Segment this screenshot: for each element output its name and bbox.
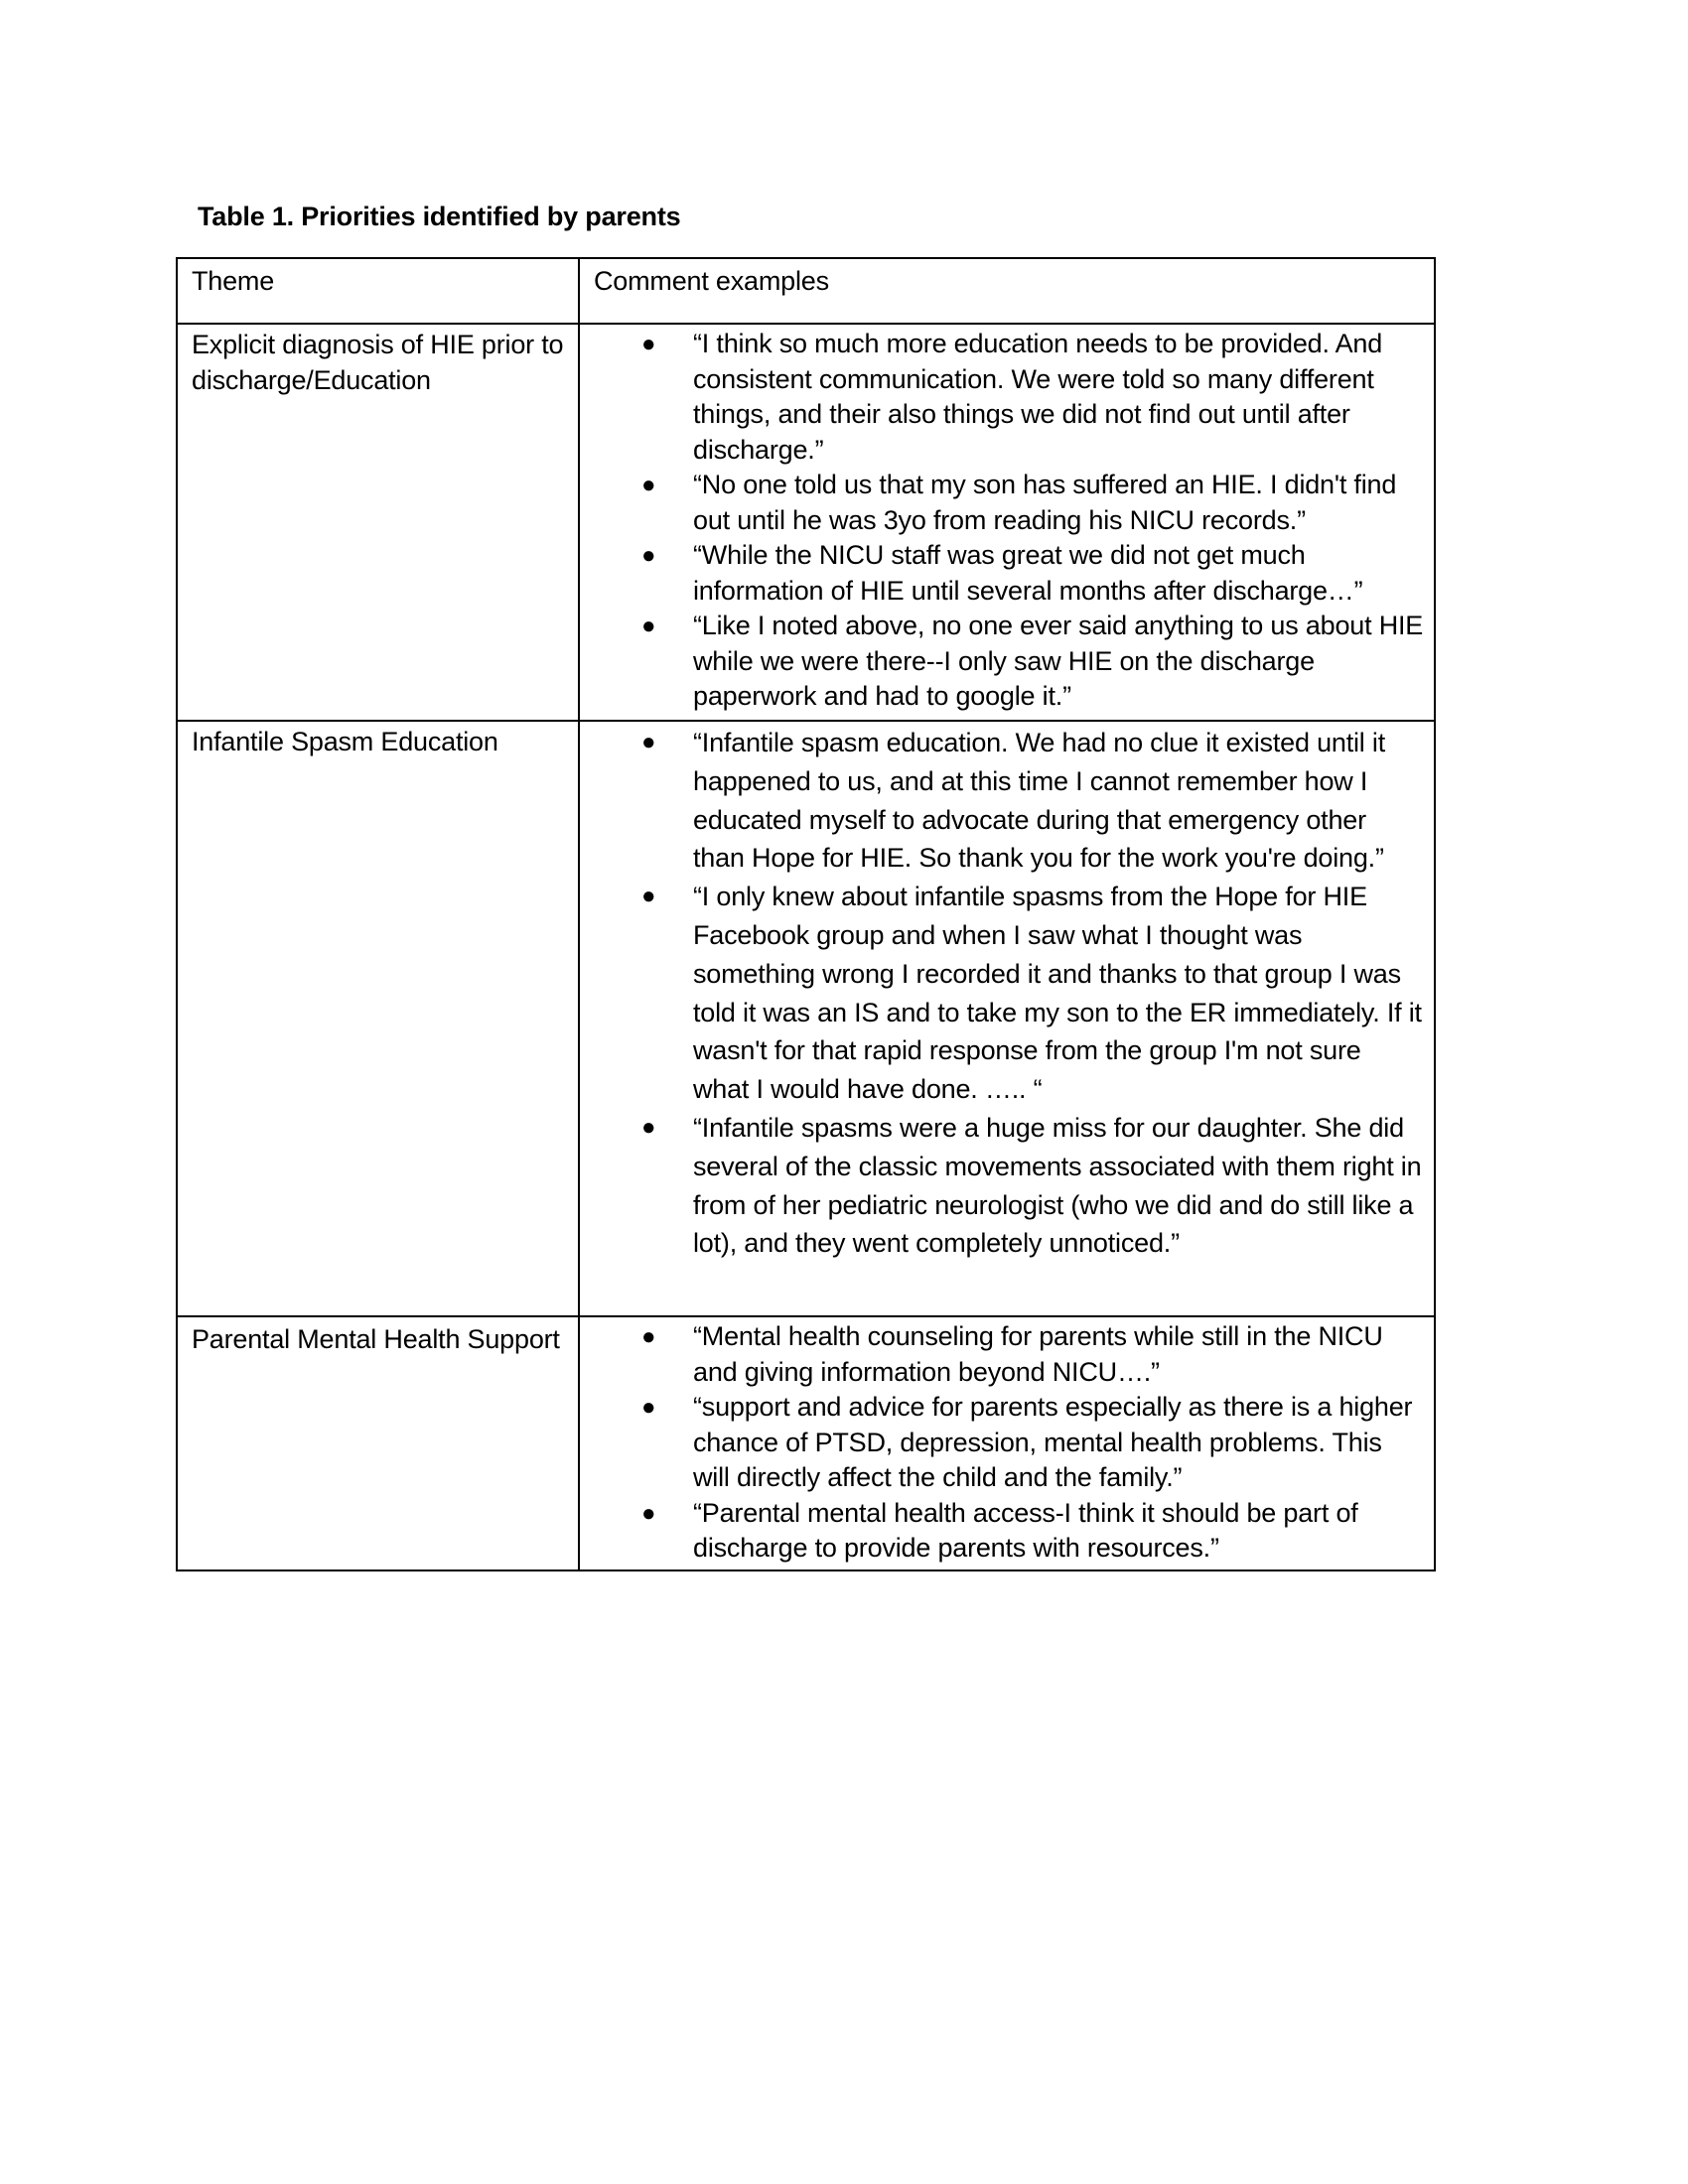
list-item xyxy=(580,468,1424,538)
list-item xyxy=(580,1319,1424,1390)
list-item xyxy=(580,1390,1424,1496)
bullet-icon: ● xyxy=(641,1113,656,1141)
table-caption: Table 1. Priorities identified by parents xyxy=(198,202,681,231)
list-item xyxy=(580,1109,1424,1263)
theme-cell: Parental Mental Health Support xyxy=(177,1316,579,1570)
comment-text: “Infantile spasm education. We had no clue it existed until it happened to us, and at this time I cannot remember how I educated myself to advocate during that emergency other than Hope for HIE. So thank you for the work you're doing.” xyxy=(693,728,1385,874)
bullet-icon: ● xyxy=(641,472,656,498)
theme-column-header: Theme xyxy=(177,258,579,324)
bullet-icon: ● xyxy=(641,542,656,569)
priorities-table xyxy=(176,257,1436,1571)
comment-text: “Mental health counseling for parents while still in the NICU and giving information beyond NICU….” xyxy=(693,1321,1383,1387)
comment-list xyxy=(580,724,1424,1263)
bullet-icon: ● xyxy=(641,331,656,357)
bullet-icon: ● xyxy=(641,883,656,910)
comments-cell xyxy=(579,324,1435,721)
list-item xyxy=(580,1496,1424,1567)
comment-list xyxy=(580,1319,1424,1567)
comment-text: “support and advice for parents especially as there is a higher chance of PTSD, depression, mental health problems. This will directly affect the child and the family.” xyxy=(693,1392,1413,1492)
bullet-icon: ● xyxy=(641,1323,656,1350)
table-header-row xyxy=(177,258,1435,324)
comment-text: “Parental mental health access-I think it should be part of discharge to provide parents with resources.” xyxy=(693,1497,1358,1563)
comment-text: “Infantile spasms were a huge miss for our daughter. She did several of the classic movements associated with them right in from of her pediatric neurologist (who we did and do still like a lot), and they went completely unnoticed.” xyxy=(693,1112,1422,1259)
table-row xyxy=(177,721,1435,1316)
comment-list xyxy=(580,327,1424,715)
bullet-icon: ● xyxy=(641,613,656,639)
table-row xyxy=(177,324,1435,721)
comment-text: “Like I noted above, no one ever said anything to us about HIE while we were there--I only saw HIE on the discharge paperwork and had to google it.” xyxy=(693,611,1424,711)
comments-column-header: Comment examples xyxy=(579,258,1435,324)
list-item xyxy=(580,609,1424,715)
comment-text: “I think so much more education needs to be provided. And consistent communication. We were told so many different things, and their also things we did not find out until after discharge.” xyxy=(693,329,1383,465)
comment-text: “I only knew about infantile spasms from the Hope for HIE Facebook group and when I saw what I thought was something wrong I recorded it and thanks to that group I was told it was an IS and to take my son to the ER immediately. If it wasn't for that rapid response from the group I'm not sure what I would have done. ….. “ xyxy=(693,882,1422,1105)
comment-text: “While the NICU staff was great we did not get much information of HIE until several months after discharge…” xyxy=(693,540,1363,606)
bullet-icon: ● xyxy=(641,1499,656,1527)
comments-cell xyxy=(579,721,1435,1316)
list-item xyxy=(580,327,1424,468)
list-item xyxy=(580,724,1424,878)
comments-cell xyxy=(579,1316,1435,1570)
table-row xyxy=(177,1316,1435,1570)
comment-text: “No one told us that my son has suffered an HIE. I didn't find out until he was 3yo from reading his NICU records.” xyxy=(693,470,1397,535)
list-item xyxy=(580,878,1424,1109)
theme-cell: Explicit diagnosis of HIE prior to discharge/Education xyxy=(177,324,579,721)
list-item xyxy=(580,538,1424,609)
bullet-icon: ● xyxy=(641,1394,656,1421)
bullet-icon: ● xyxy=(641,729,656,755)
theme-cell: Infantile Spasm Education xyxy=(177,721,579,1316)
